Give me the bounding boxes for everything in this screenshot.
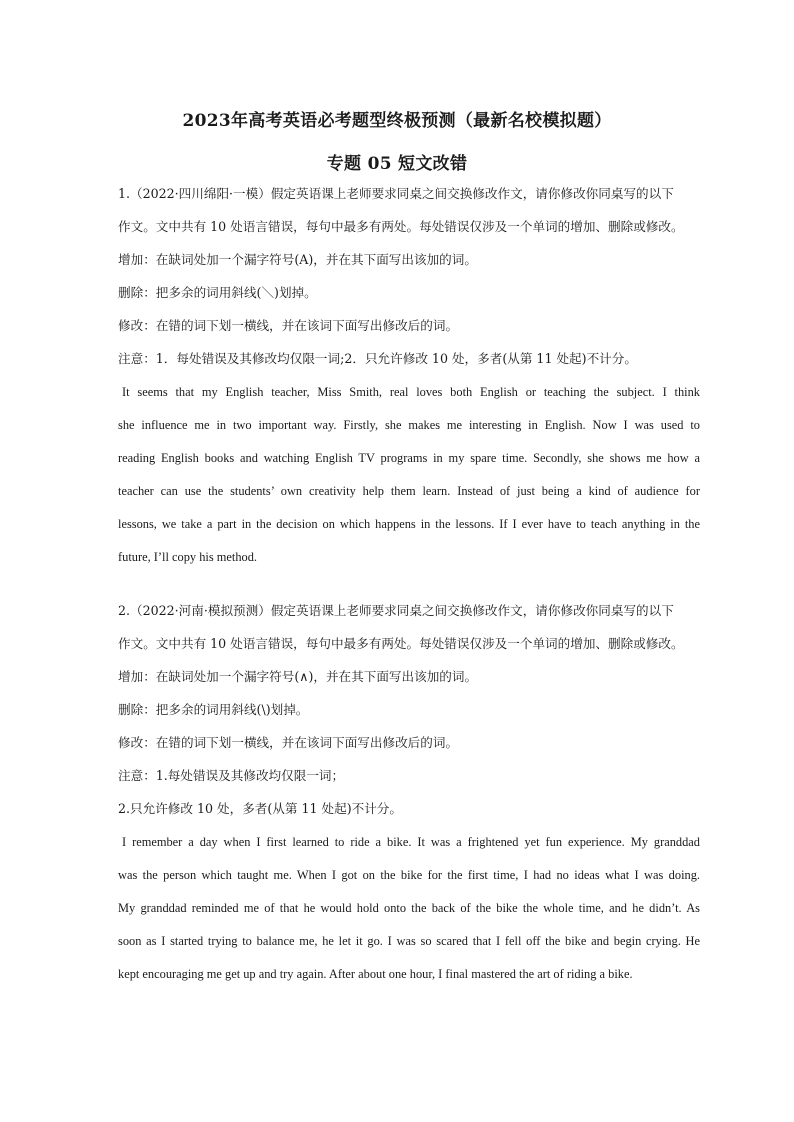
q2-note-1: 注意：1.每处错误及其修改均仅限一词； [118, 768, 345, 783]
q2-passage-line: I remember a day when I first learned to ride a bike. It was a frightened yet fun experience. My granddad [122, 835, 700, 849]
q1-modify-rule: 修改：在错的词下划一横线，并在该词下面写出修改后的词。 [118, 318, 459, 333]
q2-passage-line: kept encouraging me get up and try again. After about one hour, I final mastered the art of riding a bike. [118, 967, 633, 981]
q2-intro-line1: 2.（2022·河南·模拟预测）假定英语课上老师要求同桌之间交换修改作文，请你修改你同桌写的以下 [118, 603, 674, 618]
q2-passage-line: was the person which taught me. When I got on the bike for the first time, I had no ideas what I was doing. [118, 868, 700, 882]
page-title: 2023年高考英语必考题型终极预测（最新名校模拟题） [182, 111, 612, 131]
q1-passage-line: lessons, we take a part in the decision on which happens in the lessons. If I ever have to teach anything in the [118, 517, 700, 531]
q1-passage-line: reading English books and watching English TV programs in my spare time. Secondly, she shows me how a [118, 451, 700, 465]
q2-intro-line2: 作文。文中共有 10 处语言错误，每句中最多有两处。每处错误仅涉及一个单词的增加、删除或修改。 [118, 636, 684, 651]
q2-modify-rule: 修改：在错的词下划一横线，并在该词下面写出修改后的词。 [118, 735, 459, 750]
q1-passage-line: she influence me in two important way. Firstly, she makes me interesting in English. Now I was used to [118, 418, 700, 432]
q1-passage-line: teacher can use the students’ own creativity help them learn. Instead of just being a kind of audience for [118, 484, 700, 498]
q2-delete-rule: 删除：把多余的词用斜线(\)划掉。 [118, 702, 309, 717]
q1-note: 注意：1．每处错误及其修改均仅限一词;2．只允许修改 10 处，多者(从第 11 处起)不计分。 [118, 351, 637, 366]
q2-passage-line: soon as I started trying to balance me, he let it go. I was so scared that I fell off the bike and begin crying. He [118, 934, 700, 948]
q1-add-rule: 增加：在缺词处加一个漏字符号(A)，并在其下面写出该加的词。 [118, 252, 477, 267]
q1-passage-line: future, I’ll copy his method. [118, 550, 258, 564]
q1-intro-line2: 作文。文中共有 10 处语言错误，每句中最多有两处。每处错误仅涉及一个单词的增加、删除或修改。 [118, 219, 684, 234]
q2-passage-line: My granddad reminded me of that he would hold onto the back of the bike the whole time, and he didn’t. As [118, 901, 700, 915]
q1-delete-rule: 删除：把多余的词用斜线(＼)划掉。 [118, 285, 317, 300]
q2-note-2: 2.只允许修改 10 处，多者(从第 11 处起)不计分。 [118, 801, 402, 816]
page-subtitle: 专题 05 短文改错 [326, 154, 468, 174]
q1-passage-line: It seems that my English teacher, Miss Smith, real loves both English or teaching the subject. I think [122, 385, 700, 399]
q2-add-rule: 增加：在缺词处加一个漏字符号(∧)，并在其下面写出该加的词。 [118, 669, 478, 684]
q1-intro-line1: 1.（2022·四川绵阳·一模）假定英语课上老师要求同桌之间交换修改作文，请你修改你同桌写的以下 [118, 186, 674, 201]
